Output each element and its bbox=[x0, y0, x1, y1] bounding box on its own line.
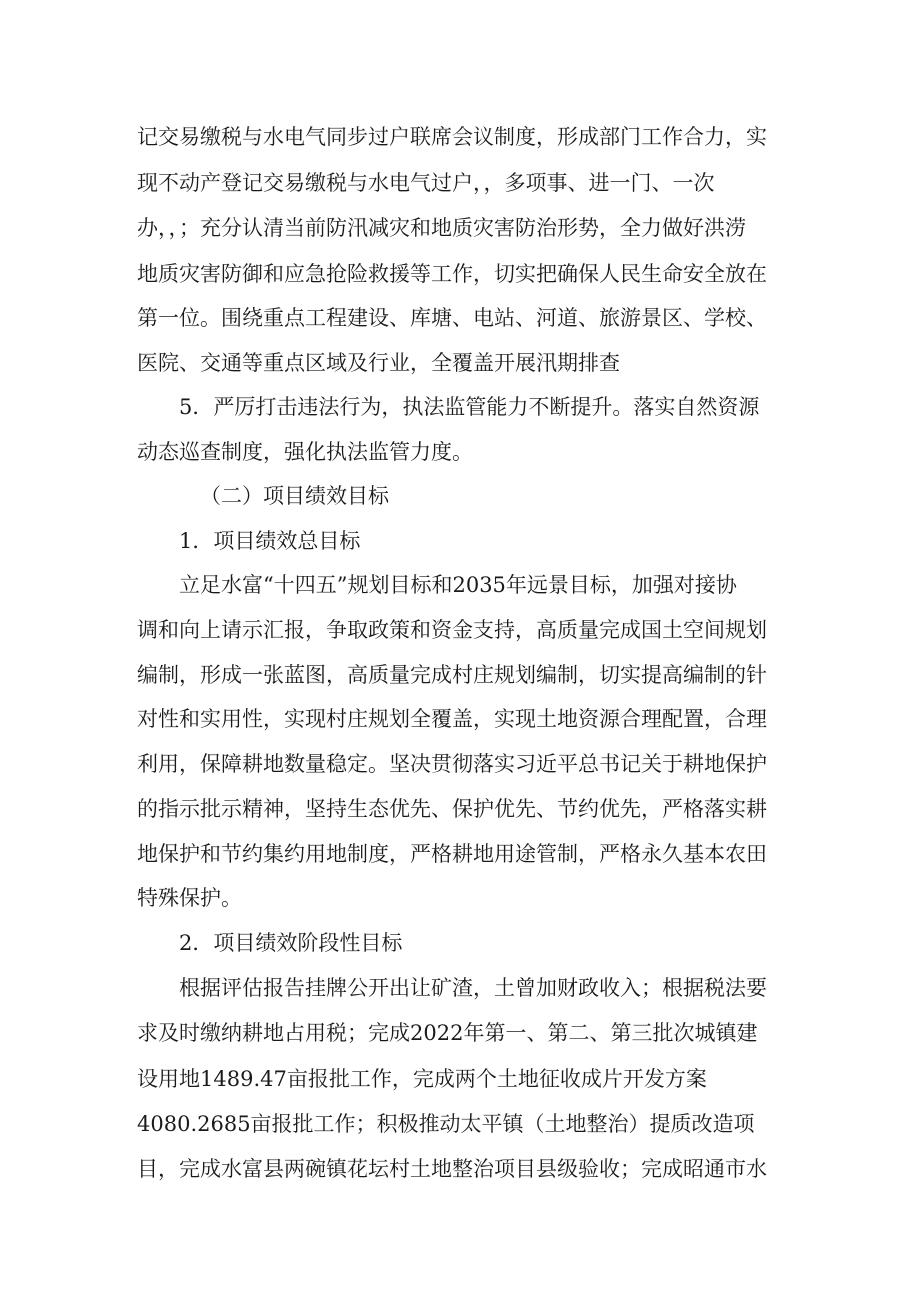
paragraph-1-line-3: 办，，；充分认清当前防汛减灾和地质灾害防治形势，全力做好洪涝 bbox=[137, 216, 746, 240]
paragraph-3-line-1: 立足水富“十四五”规划目标和2035年远景目标，加强对接协 bbox=[179, 573, 737, 597]
paragraph-3-line-3: 编制，形成一张蓝图，高质量完成村庄规划编制，切实提高编制的针 bbox=[137, 663, 767, 687]
paragraph-3-line-7: 地保护和节约集约用地制度，严格耕地用途管制，严格永久基本农田 bbox=[137, 842, 767, 866]
paragraph-1-line-4: 地质灾害防御和应急抢险救援等工作，切实把确保人民生命安全放在 bbox=[137, 262, 767, 286]
paragraph-1-line-1: 记交易缴税与水电气同步过户联席会议制度，形成部门工作合力，实 bbox=[137, 125, 767, 149]
paragraph-1-line-2: 现不动产登记交易缴税与水电气过户，，多项事、进一门、一次 bbox=[137, 171, 715, 195]
section-heading-2: （二）项目绩效目标 bbox=[200, 484, 389, 508]
paragraph-4-line-3: 设用地1489.47亩报批工作，完成两个土地征收成片开发方案 bbox=[137, 1067, 707, 1091]
paragraph-3-line-5: 利用，保障耕地数量稳定。坚决贯彻落实习近平总书记关于耕地保护 bbox=[137, 752, 767, 776]
subsection-heading-1: 1．项目绩效总目标 bbox=[179, 529, 361, 553]
paragraph-2-line-1: 5．严厉打击违法行为，执法监管能力不断提升。落实自然资源 bbox=[179, 395, 760, 419]
paragraph-4-line-1: 根据评估报告挂牌公开出让矿渣，土曾加财政收入；根据税法要 bbox=[179, 976, 767, 1000]
paragraph-3-line-2: 调和向上请示汇报，争取政策和资金支持，高质量完成国土空间规划 bbox=[137, 618, 767, 642]
paragraph-1-line-5: 第一位。围绕重点工程建设、库塘、电站、河道、旅游景区、学校、 bbox=[137, 306, 767, 330]
paragraph-4-line-2: 求及时缴纳耕地占用税；完成2022年第一、第二、第三批次城镇建 bbox=[137, 1021, 758, 1045]
subsection-heading-2: 2．项目绩效阶段性目标 bbox=[179, 931, 403, 955]
paragraph-3-line-6: 的指示批示精神，坚持生态优先、保护优先、节约优先，严格落实耕 bbox=[137, 797, 767, 821]
paragraph-1-line-6: 医院、交通等重点区域及行业，全覆盖开展汛期排查 bbox=[137, 351, 620, 375]
paragraph-3-line-8: 特殊保护。 bbox=[137, 886, 242, 910]
paragraph-4-line-5: 目，完成水富县两碗镇花坛村土地整治项目县级验收；完成昭通市水 bbox=[137, 1157, 767, 1181]
paragraph-3-line-4: 对性和实用性，实现村庄规划全覆盖，实现土地资源合理配置，合理 bbox=[137, 707, 767, 731]
paragraph-4-line-4: 4080.2685亩报批工作；积极推动太平镇（土地整治）提质改造项 bbox=[137, 1112, 755, 1136]
paragraph-2-line-2: 动态巡查制度，强化执法监管力度。 bbox=[137, 440, 473, 464]
